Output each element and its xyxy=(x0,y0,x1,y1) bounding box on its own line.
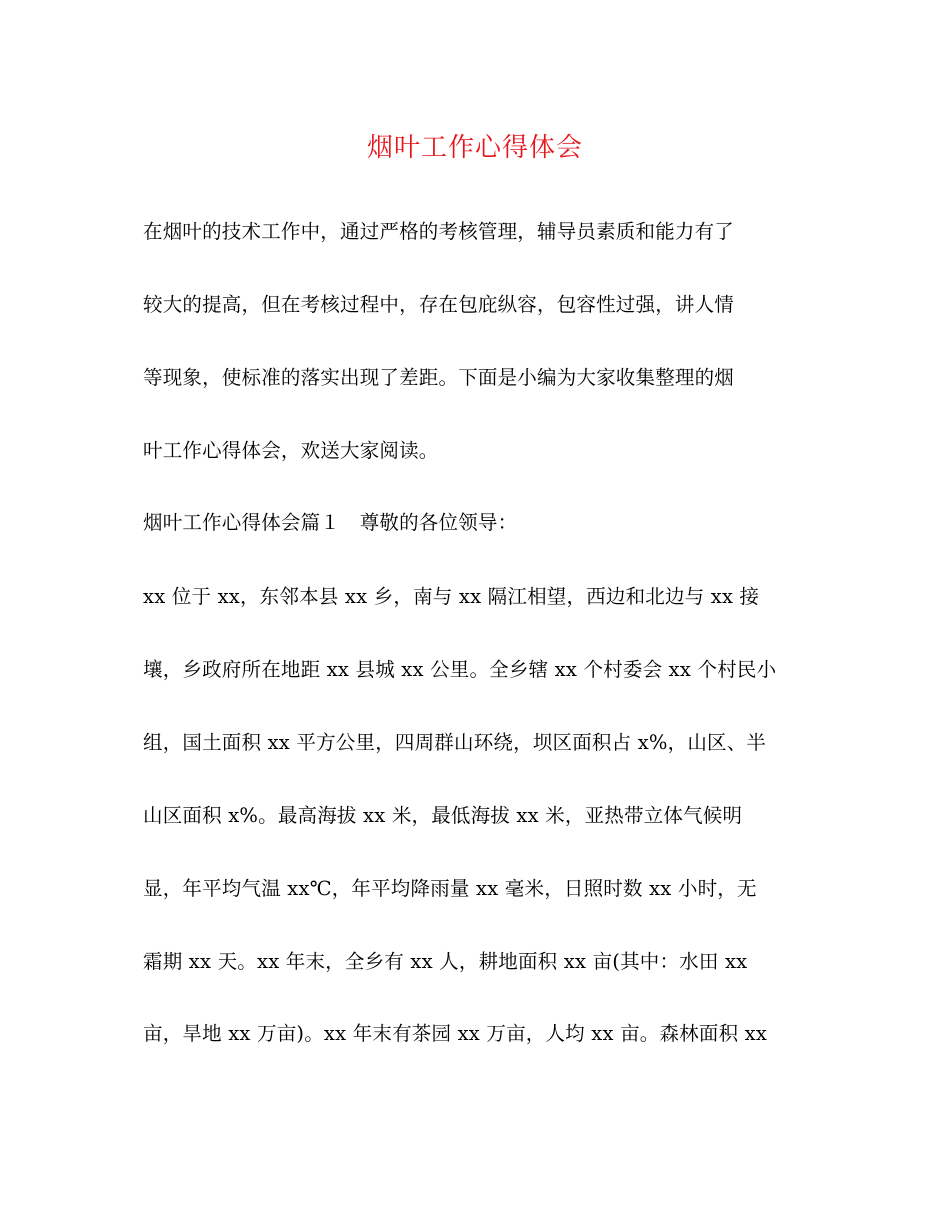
paragraph-line: 较大的提高，但在考核过程中，存在包庇纵容，包容性过强，讲人情 xyxy=(143,293,735,316)
paragraph-line: 壤，乡政府所在地距 xx 县城 xx 公里。全乡辖 xx 个村委会 xx 个村民小 xyxy=(143,658,777,681)
paragraph-line: 组，国土面积 xx 平方公里，四周群山环绕，坝区面积占 x%，山区、半 xyxy=(143,731,767,754)
paragraph-line: 亩，旱地 xx 万亩)。xx 年末有茶园 xx 万亩，人均 xx 亩。森林面积 xx xyxy=(143,1022,768,1045)
paragraph-line: 显，年平均气温 xx℃，年平均降雨量 xx 毫米，日照时数 xx 小时，无 xyxy=(143,877,757,900)
section-heading: 烟叶工作心得体会篇１ 尊敬的各位领导： xyxy=(143,511,518,534)
paragraph-line: 在烟叶的技术工作中，通过严格的考核管理，辅导员素质和能力有了 xyxy=(143,220,735,243)
paragraph-line: 霜期 xx 天。xx 年末，全乡有 xx 人，耕地面积 xx 亩(其中：水田 xx xyxy=(143,950,748,973)
document-title: 烟叶工作心得体会 xyxy=(366,133,583,163)
paragraph-line: xx 位于 xx，东邻本县 xx 乡，南与 xx 隔江相望，西边和北边与 xx 接 xyxy=(143,585,760,608)
paragraph-line: 等现象，使标准的落实出现了差距。下面是小编为大家收集整理的烟 xyxy=(143,366,735,389)
paragraph-line: 山区面积 x%。最高海拔 xx 米，最低海拔 xx 米，亚热带立体气候明 xyxy=(143,804,743,827)
paragraph-line: 叶工作心得体会，欢送大家阅读。 xyxy=(143,439,439,462)
